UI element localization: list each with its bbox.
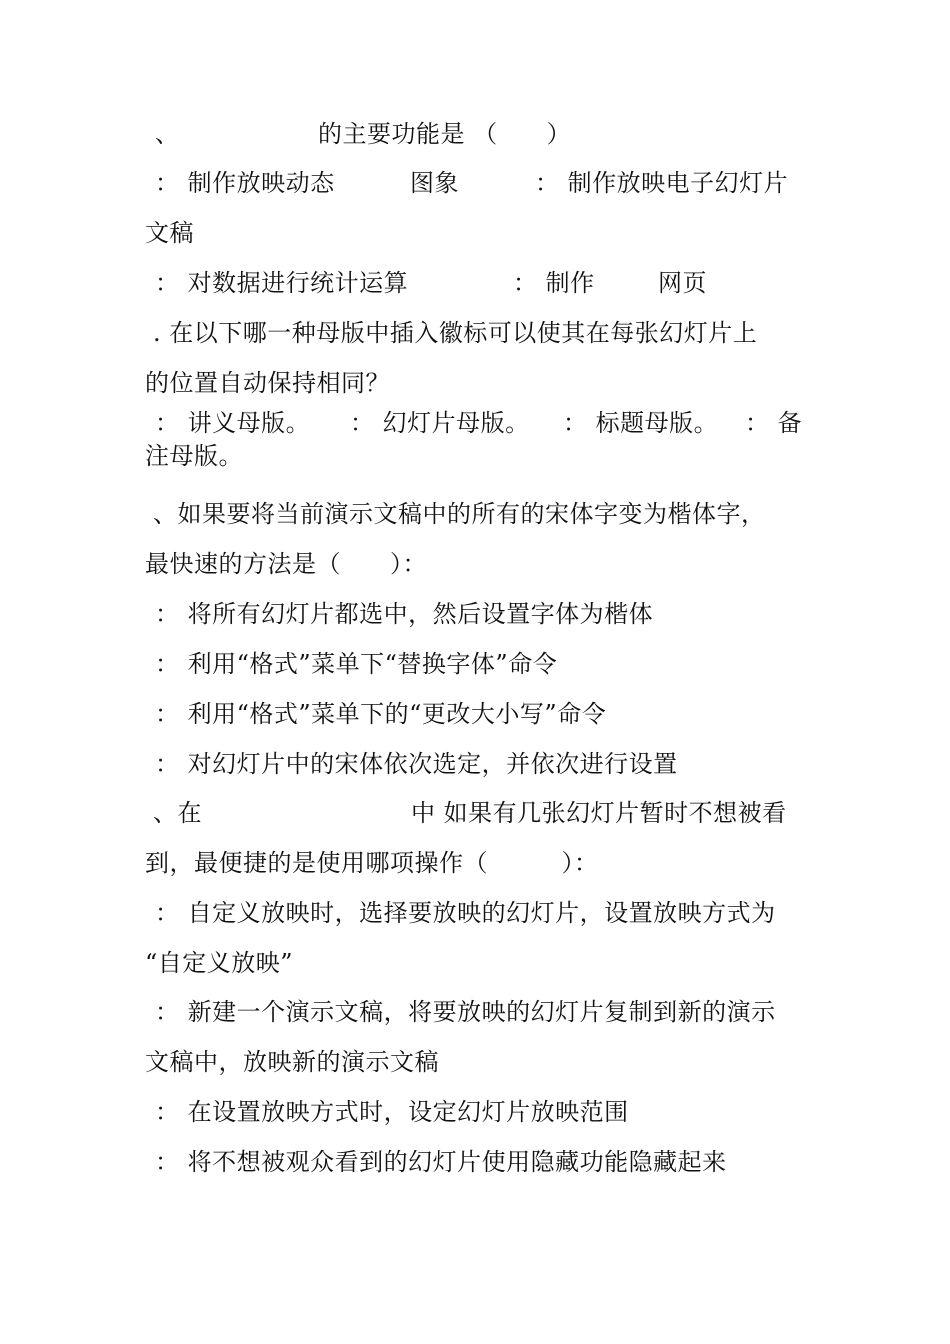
option-d: ： 对幻灯片中的宋体依次选定，并依次进行设置 — [155, 750, 678, 778]
question-text: 的位置自动保持相同？ — [145, 369, 390, 397]
option-a: ： 制作放映动态 — [155, 169, 335, 197]
question-text: 最快速的方法是（ ）： — [145, 550, 427, 578]
option-a-continued: “自定义放映” — [145, 949, 294, 977]
option-b: ： 制作放映电子幻灯片 — [535, 169, 789, 197]
option-d: ： 将不想被观众看到的幻灯片使用隐藏功能隐藏起来 — [155, 1148, 727, 1176]
option-d-continued: 网页 — [658, 269, 707, 297]
option-a: ： 自定义放映时，选择要放映的幻灯片，设置放映方式为 — [155, 899, 776, 927]
option-a: ： 讲义母版。 — [155, 409, 311, 437]
question-text: 、在 — [153, 799, 202, 827]
option-b: ： 新建一个演示文稿，将要放映的幻灯片复制到新的演示 — [155, 998, 776, 1026]
question-text: 的主要功能是 （ ） — [318, 120, 572, 148]
option-b-continued: 文稿 — [145, 219, 194, 247]
option-a: ： 将所有幻灯片都选中，然后设置字体为楷体 — [155, 600, 654, 628]
option-c: ： 在设置放映方式时，设定幻灯片放映范围 — [155, 1098, 629, 1126]
option-d-continued: 注母版。 — [145, 442, 243, 470]
question-number-mark: 、 — [155, 120, 180, 148]
option-b: ： 幻灯片母版。 — [350, 409, 530, 437]
question-text: 到，最便捷的是使用哪项操作（ ）： — [145, 849, 599, 877]
option-c: ： 对数据进行统计运算 — [155, 269, 409, 297]
option-d: ： 备 — [745, 409, 803, 437]
option-c: ： 标题母版。 — [563, 409, 719, 437]
option-c: ： 利用“格式”菜单下的“更改大小写”命令 — [155, 700, 607, 728]
question-text-continued: 中 如果有几张幻灯片暂时不想被看 — [411, 799, 787, 827]
question-text: 、如果要将当前演示文稿中的所有的宋体字变为楷体字， — [153, 500, 766, 528]
option-a-continued: 图象 — [410, 169, 459, 197]
option-d: ： 制作 — [513, 269, 595, 297]
option-b-continued: 文稿中，放映新的演示文稿 — [145, 1048, 439, 1076]
question-text: . 在以下哪一种母版中插入徽标可以使其在每张幻灯片上 — [153, 319, 758, 347]
option-b: ： 利用“格式”菜单下“替换字体”命令 — [155, 650, 558, 678]
